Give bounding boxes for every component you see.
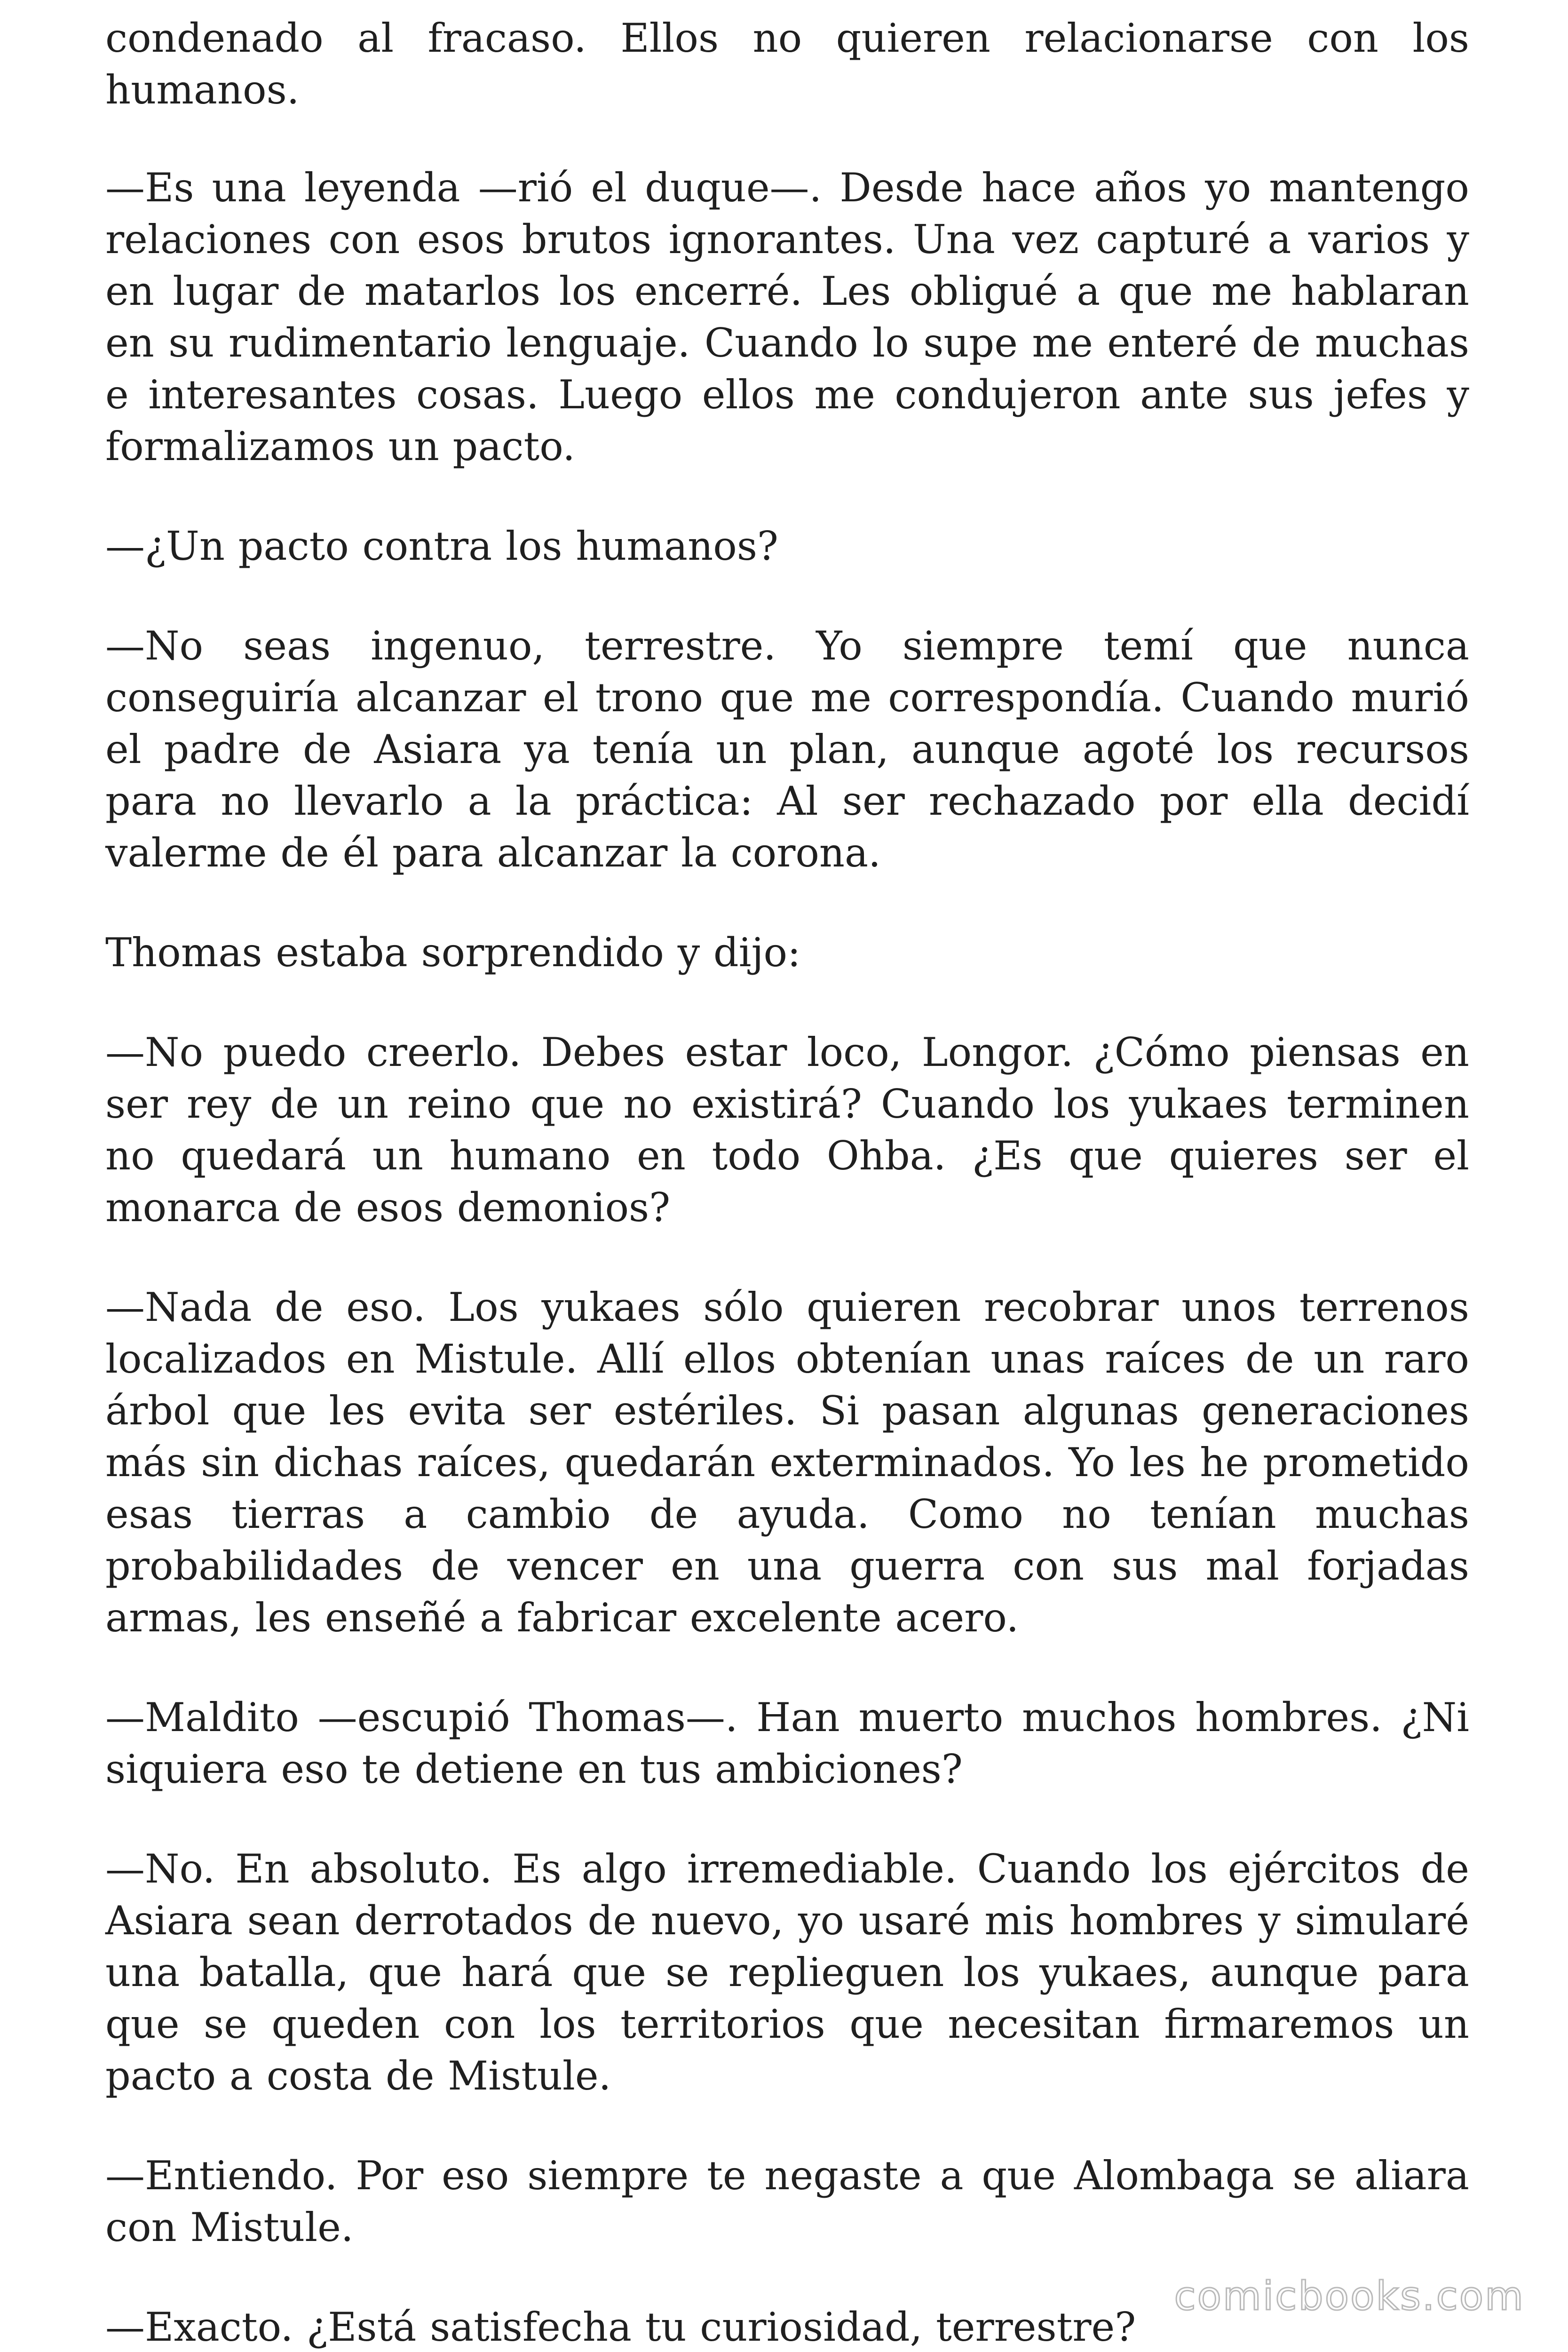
paragraph-8: —Maldito —escupió Thomas—. Han muerto muchos hombres. ¿Ni siquiera eso te detiene en tus ambiciones? xyxy=(105,1694,1469,1792)
paragraph-4: —No seas ingenuo, terrestre. Yo siempre temí que nunca conseguiría alcanzar el trono que me correspondía. Cuando murió el padre de Asiara ya tenía un plan, aunque agoté los recursos para no llevarlo a la práctica: Al ser rechazado por ella decidí valerme de él para alcanzar la corona. xyxy=(105,623,1469,876)
paragraph-2: —Es una leyenda —rió el duque—. Desde hace años yo mantengo relaciones con esos brutos ignorantes. Una vez capturé a varios y en lugar de matarlos los encerré. Les obligué a que me hablaran en su rudimentario lenguaje. Cuando lo supe me enteré de muchas e interesantes cosas. Luego ellos me condujeron ante sus jefes y formalizamos un pacto. xyxy=(105,165,1469,469)
paragraph-3: —¿Un pacto contra los humanos? xyxy=(105,523,778,569)
paragraph-10: —Entiendo. Por eso siempre te negaste a que Alombaga se aliara con Mistule. xyxy=(105,2153,1469,2250)
paragraph-7: —Nada de eso. Los yukaes sólo quieren recobrar unos terrenos localizados en Mistule. Allí ellos obtenían unas raíces de un raro árbol que les evita ser estériles. Si pasan algunas generaciones más sin dichas raíces, quedarán exterminados. Yo les he prometido esas tierras a cambio de ayuda. Como no tenían muchas probabilidades de vencer en una guerra con sus mal forjadas armas, les enseñé a fabricar excelente acero. xyxy=(105,1284,1469,1641)
paragraph-5: Thomas estaba sorprendido y dijo: xyxy=(105,930,801,976)
paragraph-11: —Exacto. ¿Está satisfecha tu curiosidad, terrestre? xyxy=(105,2304,1136,2350)
paragraph-9: —No. En absoluto. Es algo irremediable. Cuando los ejércitos de Asiara sean derrotados de nuevo, yo usaré mis hombres y simularé una batalla, que hará que se replieguen los yukaes, aunque para que se queden con los territorios que necesitan firmaremos un pacto a costa de Mistule. xyxy=(105,1846,1469,2099)
watermark-logo: comicbooks.com xyxy=(1174,2273,1525,2319)
paragraph-1: condenado al fracaso. Ellos no quieren relacionarse con los humanos. xyxy=(105,15,1469,113)
book-page-text xyxy=(105,12,1469,2352)
paragraph-6: —No puedo creerlo. Debes estar loco, Longor. ¿Cómo piensas en ser rey de un reino que no existirá? Cuando los yukaes terminen no quedará un humano en todo Ohba. ¿Es que quieres ser el monarca de esos demonios? xyxy=(105,1029,1469,1231)
